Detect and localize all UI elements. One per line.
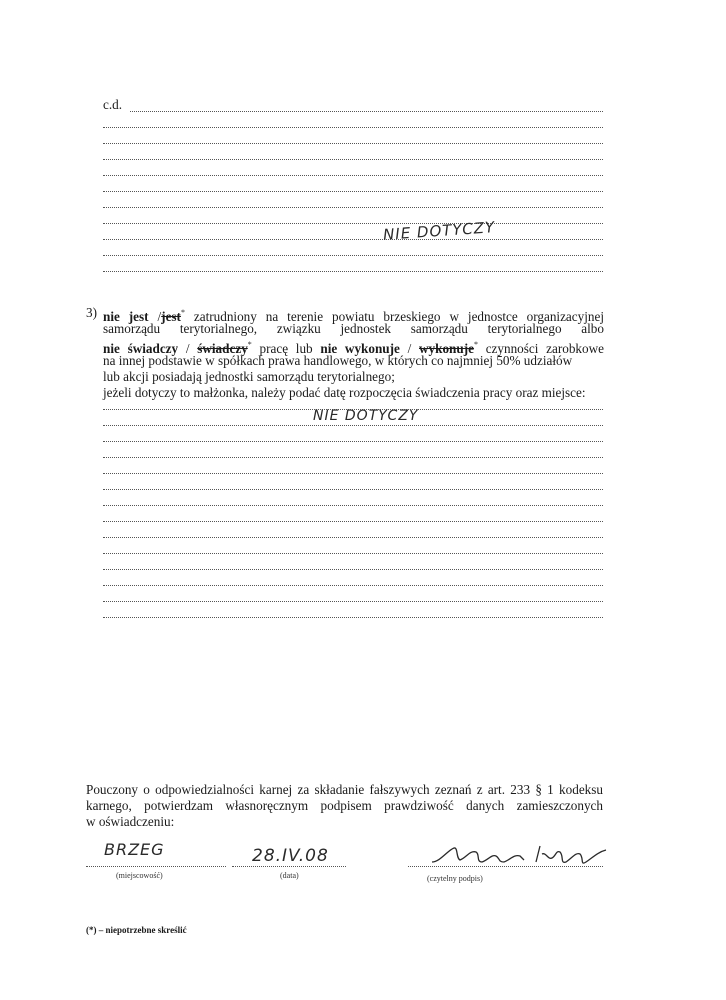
asterisk-mark: * bbox=[180, 308, 185, 317]
dotted-line bbox=[103, 271, 603, 272]
dotted-line bbox=[103, 489, 603, 490]
negation-not-performing: nie wykonuje bbox=[320, 341, 400, 356]
slash-separator: / bbox=[178, 341, 198, 356]
dotted-line bbox=[103, 521, 603, 522]
dotted-line bbox=[103, 223, 603, 224]
item3-line4: na innej podstawie w spółkach prawa handlowego, w których co najmniej 50% udziałów bbox=[103, 353, 573, 368]
dotted-line bbox=[130, 111, 603, 112]
dotted-line bbox=[103, 255, 603, 256]
item-number: 3) bbox=[86, 305, 97, 320]
dotted-line bbox=[103, 553, 603, 554]
asterisk-mark: * bbox=[247, 340, 252, 349]
struck-option-providing: świadczy bbox=[197, 341, 248, 356]
item3-text1: zatrudniony na terenie powiatu brzeskiego w jednostce organizacyjnej bbox=[184, 309, 605, 324]
dotted-line bbox=[103, 505, 603, 506]
declaration-line1: Pouczony o odpowiedzialności karnej za składanie fałszywych zeznań z art. 233 § 1 kodeksu bbox=[86, 782, 603, 797]
asterisk-mark: * bbox=[473, 340, 478, 349]
dotted-line bbox=[103, 207, 603, 208]
dotted-line bbox=[103, 127, 603, 128]
dotted-line bbox=[103, 617, 603, 618]
date-handwritten: 28.IV.08 bbox=[252, 846, 329, 866]
handwritten-not-applicable: NIE DOTYCZY bbox=[313, 408, 419, 424]
dotted-line bbox=[103, 537, 603, 538]
footnote: (*) – niepotrzebne skreślić bbox=[86, 925, 187, 935]
struck-option-employed: jest bbox=[161, 309, 181, 324]
signature-caption: (czytelny podpis) bbox=[427, 874, 483, 883]
dotted-line bbox=[103, 473, 603, 474]
dotted-line bbox=[103, 569, 603, 570]
dotted-line bbox=[103, 239, 603, 240]
item3-line2: samorządu terytorialnego, związku jednostek samorządu terytorialnego albo bbox=[103, 321, 604, 336]
date-dotted-line bbox=[232, 866, 346, 867]
item3-line5: lub akcji posiadają jednostki samorządu terytorialnego; bbox=[103, 369, 395, 384]
declaration-line3: w oświadczeniu: bbox=[86, 814, 175, 829]
handwritten-signature bbox=[430, 840, 615, 870]
dotted-line bbox=[103, 159, 603, 160]
dotted-line bbox=[103, 191, 603, 192]
dotted-line bbox=[103, 175, 603, 176]
dotted-line bbox=[103, 143, 603, 144]
date-caption: (data) bbox=[280, 871, 299, 880]
negation-not-employed: nie jest bbox=[103, 309, 149, 324]
item3-text4: czynności zarobkowe bbox=[477, 341, 604, 356]
declaration-line2: karnego, potwierdzam własnoręcznym podpisem prawdziwość danych zamieszczonych bbox=[86, 798, 603, 813]
dotted-line bbox=[103, 441, 603, 442]
place-caption: (miejscowość) bbox=[116, 871, 163, 880]
continuation-label: c.d. bbox=[103, 97, 123, 112]
item3-text3: pracę lub bbox=[251, 341, 321, 356]
handwritten-not-applicable: NIE DOTYCZY bbox=[382, 218, 496, 244]
dotted-line bbox=[103, 601, 603, 602]
struck-option-performing: wykonuje bbox=[419, 341, 474, 356]
dotted-line bbox=[103, 457, 603, 458]
dotted-line bbox=[103, 425, 603, 426]
negation-not-providing: nie świadczy bbox=[103, 341, 179, 356]
dotted-line bbox=[103, 585, 603, 586]
slash-separator: / bbox=[157, 309, 162, 324]
item3-line6: jeżeli dotyczy to małżonka, należy podać datę rozpoczęcia świadczenia pracy oraz miejsce: bbox=[103, 385, 586, 400]
place-dotted-line bbox=[86, 866, 226, 867]
place-handwritten: BRZEG bbox=[104, 840, 165, 859]
slash-separator: / bbox=[399, 341, 419, 356]
